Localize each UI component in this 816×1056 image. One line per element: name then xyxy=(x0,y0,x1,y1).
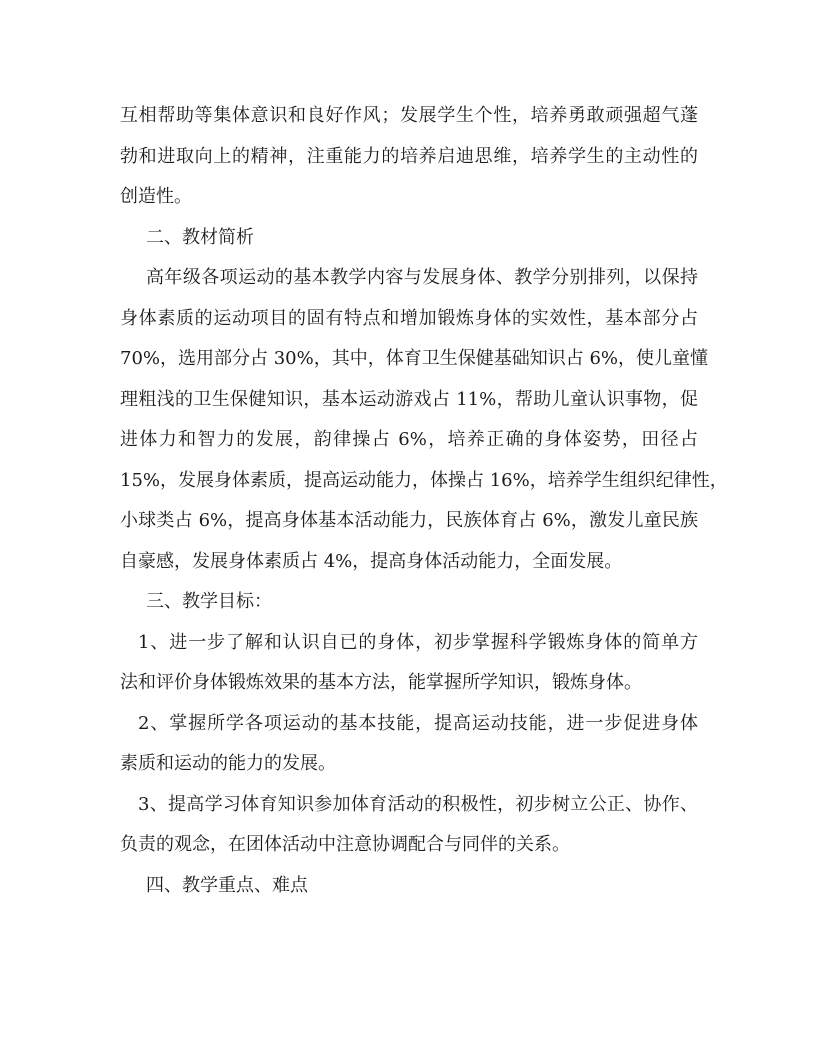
paragraph-line: 2、掌握所学各项运动的基本技能，提高运动技能，进一步促进身体 xyxy=(138,712,698,734)
paragraph-line: 3、提高学习体育知识参加体育活动的积极性，初步树立公正、协作、 xyxy=(138,793,698,815)
paragraph-line: 法和评价身体锻炼效果的基本方法，能掌握所学知识，锻炼身体。 xyxy=(120,672,642,693)
paragraph-line: 勃和进取向上的精神，注重能力的培养启迪思维，培养学生的主动性的 xyxy=(120,145,698,167)
paragraph-line: 负责的观念，在团体活动中注意协调配合与同伴的关系。 xyxy=(120,834,570,855)
paragraph-line: 创造性。 xyxy=(120,186,192,207)
section-heading: 二、教材简析 xyxy=(146,226,254,248)
paragraph-line: 70%，选用部分占 30%，其中，体育卫生保健基础知识占 6%，使儿童懂 xyxy=(120,348,709,369)
paragraph-line: 素质和运动的能力的发展。 xyxy=(120,753,336,774)
section-heading: 四、教学重点、难点 xyxy=(146,874,308,896)
paragraph-line: 身体素质的运动项目的固有特点和增加锻炼身体的实效性，基本部分占 xyxy=(120,307,698,329)
paragraph-line: 高年级各项运动的基本教学内容与发展身体、教学分别排列，以保持 xyxy=(146,267,698,288)
paragraph-line: 进体力和智力的发展，韵律操占 6%，培养正确的身体姿势，田径占 xyxy=(120,429,698,450)
paragraph-line: 理粗浅的卫生保健知识，基本运动游戏占 11%，帮助儿童认识事物，促 xyxy=(120,388,698,410)
paragraph-line: 1、进一步了解和认识自已的身体，初步掌握科学锻炼身体的简单方 xyxy=(138,631,698,653)
paragraph-line: 小球类占 6%，提高身体基本活动能力，民族体育占 6%，激发儿童民族 xyxy=(120,510,698,531)
paragraph-line: 互相帮助等集体意识和良好作风；发展学生个性，培养勇敢顽强超气蓬 xyxy=(120,105,698,126)
paragraph-line: 自豪感，发展身体素质占 4%，提高身体活动能力，全面发展。 xyxy=(120,550,623,572)
document-body xyxy=(120,96,728,906)
paragraph-line: 15%，发展身体素质，提高运动能力，体操占 16%，培养学生组织纪律性， xyxy=(120,469,728,491)
section-heading: 三、教学目标： xyxy=(146,591,272,612)
